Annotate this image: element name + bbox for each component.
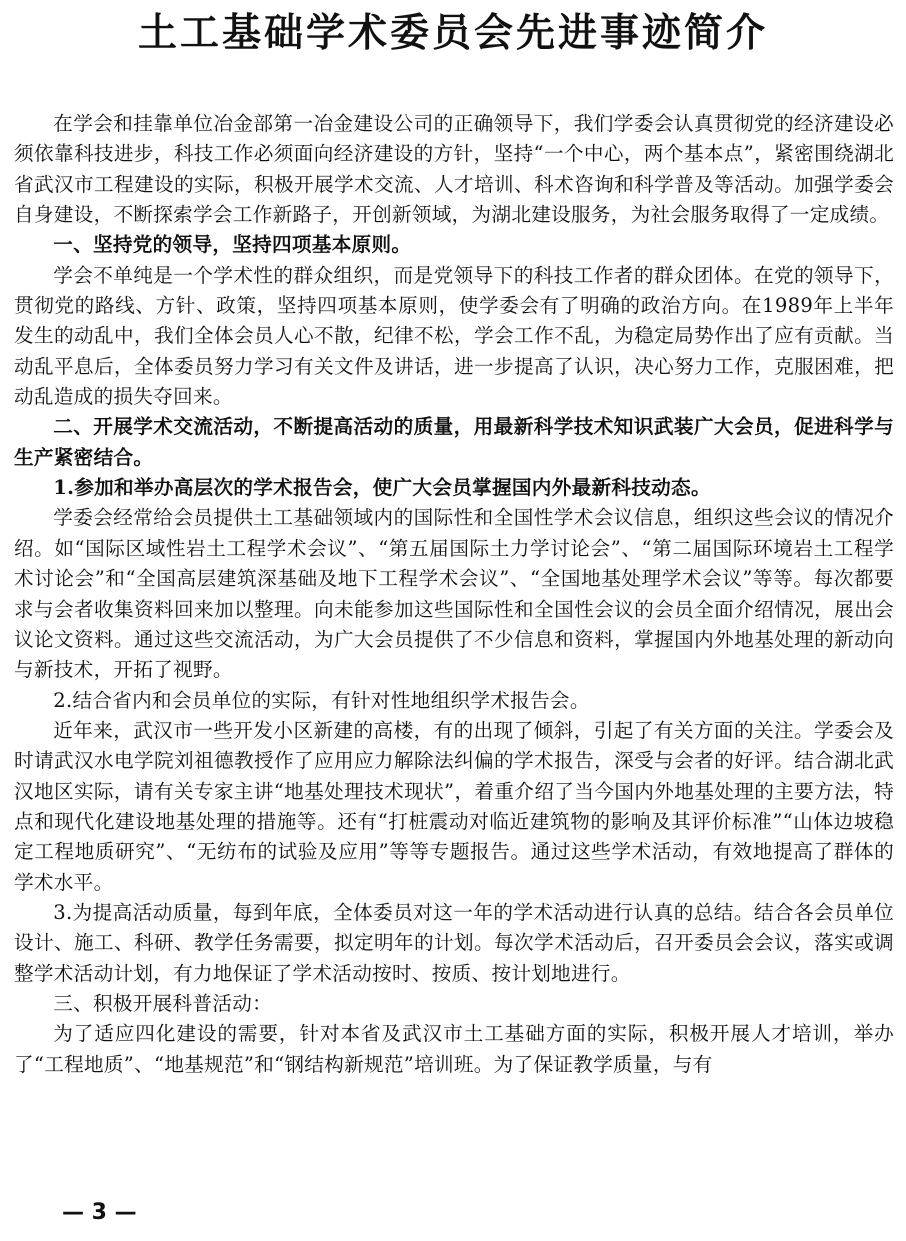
subheading-high-level-reports: 1.参加和举办高层次的学术报告会，使广大会员掌握国内外最新科技动态。 xyxy=(53,476,711,500)
section-heading-academic-exchange: 二、开展学术交流活动，不断提高活动的质量，用最新科学技术知识武装广大会员，促进科学与生产紧密结合。 xyxy=(14,415,894,469)
section-heading-party-leadership: 一、坚持党的领导，坚持四项基本原则。 xyxy=(53,233,412,257)
section-heading-science-popularization: 三、积极开展科普活动： xyxy=(53,991,273,1015)
training-paragraph: 为了适应四化建设的需要，针对本省及武汉市土工基础方面的实际，积极开展人才培训，举办了“工程地质”、“地基规范”和“钢结构新规范”培训班。为了保证教学质量，与有 xyxy=(14,1022,894,1076)
local-reports-paragraph: 近年来，武汉市一些开发小区新建的高楼，有的出现了倾斜，引起了有关方面的关注。学委会及时请武汉水电学院刘祖德教授作了应用应力解除法纠偏的学术报告，深受与会者的好评。结合湖北武汉地区实际，请有关专家主讲“地基处理技术现状”，着重介绍了当今国内外地基处理的主要方法，特点和现代化建设地基处理的措施等。还有“打桩震动对临近建筑物的影响及其评价标准”“山体边坡稳定工程地质研究”、“无纺布的试验及应用”等等专题报告。通过这些学术活动，有效地提高了群体的学术水平。 xyxy=(14,718,894,894)
annual-summary-paragraph: 3.为提高活动质量，每到年底，全体委员对这一年的学术活动进行认真的总结。结合各会员单位设计、施工、科研、教学任务需要，拟定明年的计划。每次学术活动后，召开委员会会议，落实或调整学术活动计划，有力地保证了学术活动按时、按质、按计划地进行。 xyxy=(14,900,894,985)
page-number: — 3 — xyxy=(62,1200,137,1225)
intro-paragraph: 在学会和挂靠单位冶金部第一冶金建设公司的正确领导下，我们学委会认真贯彻党的经济建设必须依靠科技进步，科技工作必须面向经济建设的方针，坚持“一个中心，两个基本点”，紧密围绕湖北省武汉市工程建设的实际，积极开展学术交流、人才培训、科术咨询和科学普及等活动。加强学委会自身建设，不断探索学会工作新路子，开创新领域，为湖北建设服务，为社会服务取得了一定成绩。 xyxy=(14,112,894,227)
document-title: 土工基础学术委员会先进事迹简介 xyxy=(137,11,768,56)
document-body xyxy=(14,109,894,1080)
party-leadership-paragraph: 学会不单纯是一个学术性的群众组织，而是党领导下的科技工作者的群众团体。在党的领导下，贯彻党的路线、方针、政策，坚持四项基本原则，使学委会有了明确的政治方向。在1989年上半年发生的动乱中，我们全体会员人心不散，纪律不松，学会工作不乱，为稳定局势作出了应有贡献。当动乱平息后，全体委员努力学习有关文件及讲话，进一步提高了认识，决心努力工作，克服困难，把动乱造成的损失夺回来。 xyxy=(14,263,894,409)
subheading-targeted-reports: 2.结合省内和会员单位的实际，有针对性地组织学术报告会。 xyxy=(53,688,590,712)
conference-info-paragraph: 学委会经常给会员提供土工基础领域内的国际性和全国性学术会议信息，组织这些会议的情况介绍。如“国际区域性岩土工程学术会议”、“第五届国际土力学讨论会”、“第二届国际环境岩土工程学术讨论会”和“全国高层建筑深基础及地下工程学术会议”、“全国地基处理学术会议”等等。每次都要求与会者收集资料回来加以整理。向未能参加这些国际性和全国性会议的会员全面介绍情况，展出会议论文资料。通过这些交流活动，为广大会员提供了不少信息和资料，掌握国内外地基处理的新动向与新技术，开拓了视野。 xyxy=(14,506,894,682)
